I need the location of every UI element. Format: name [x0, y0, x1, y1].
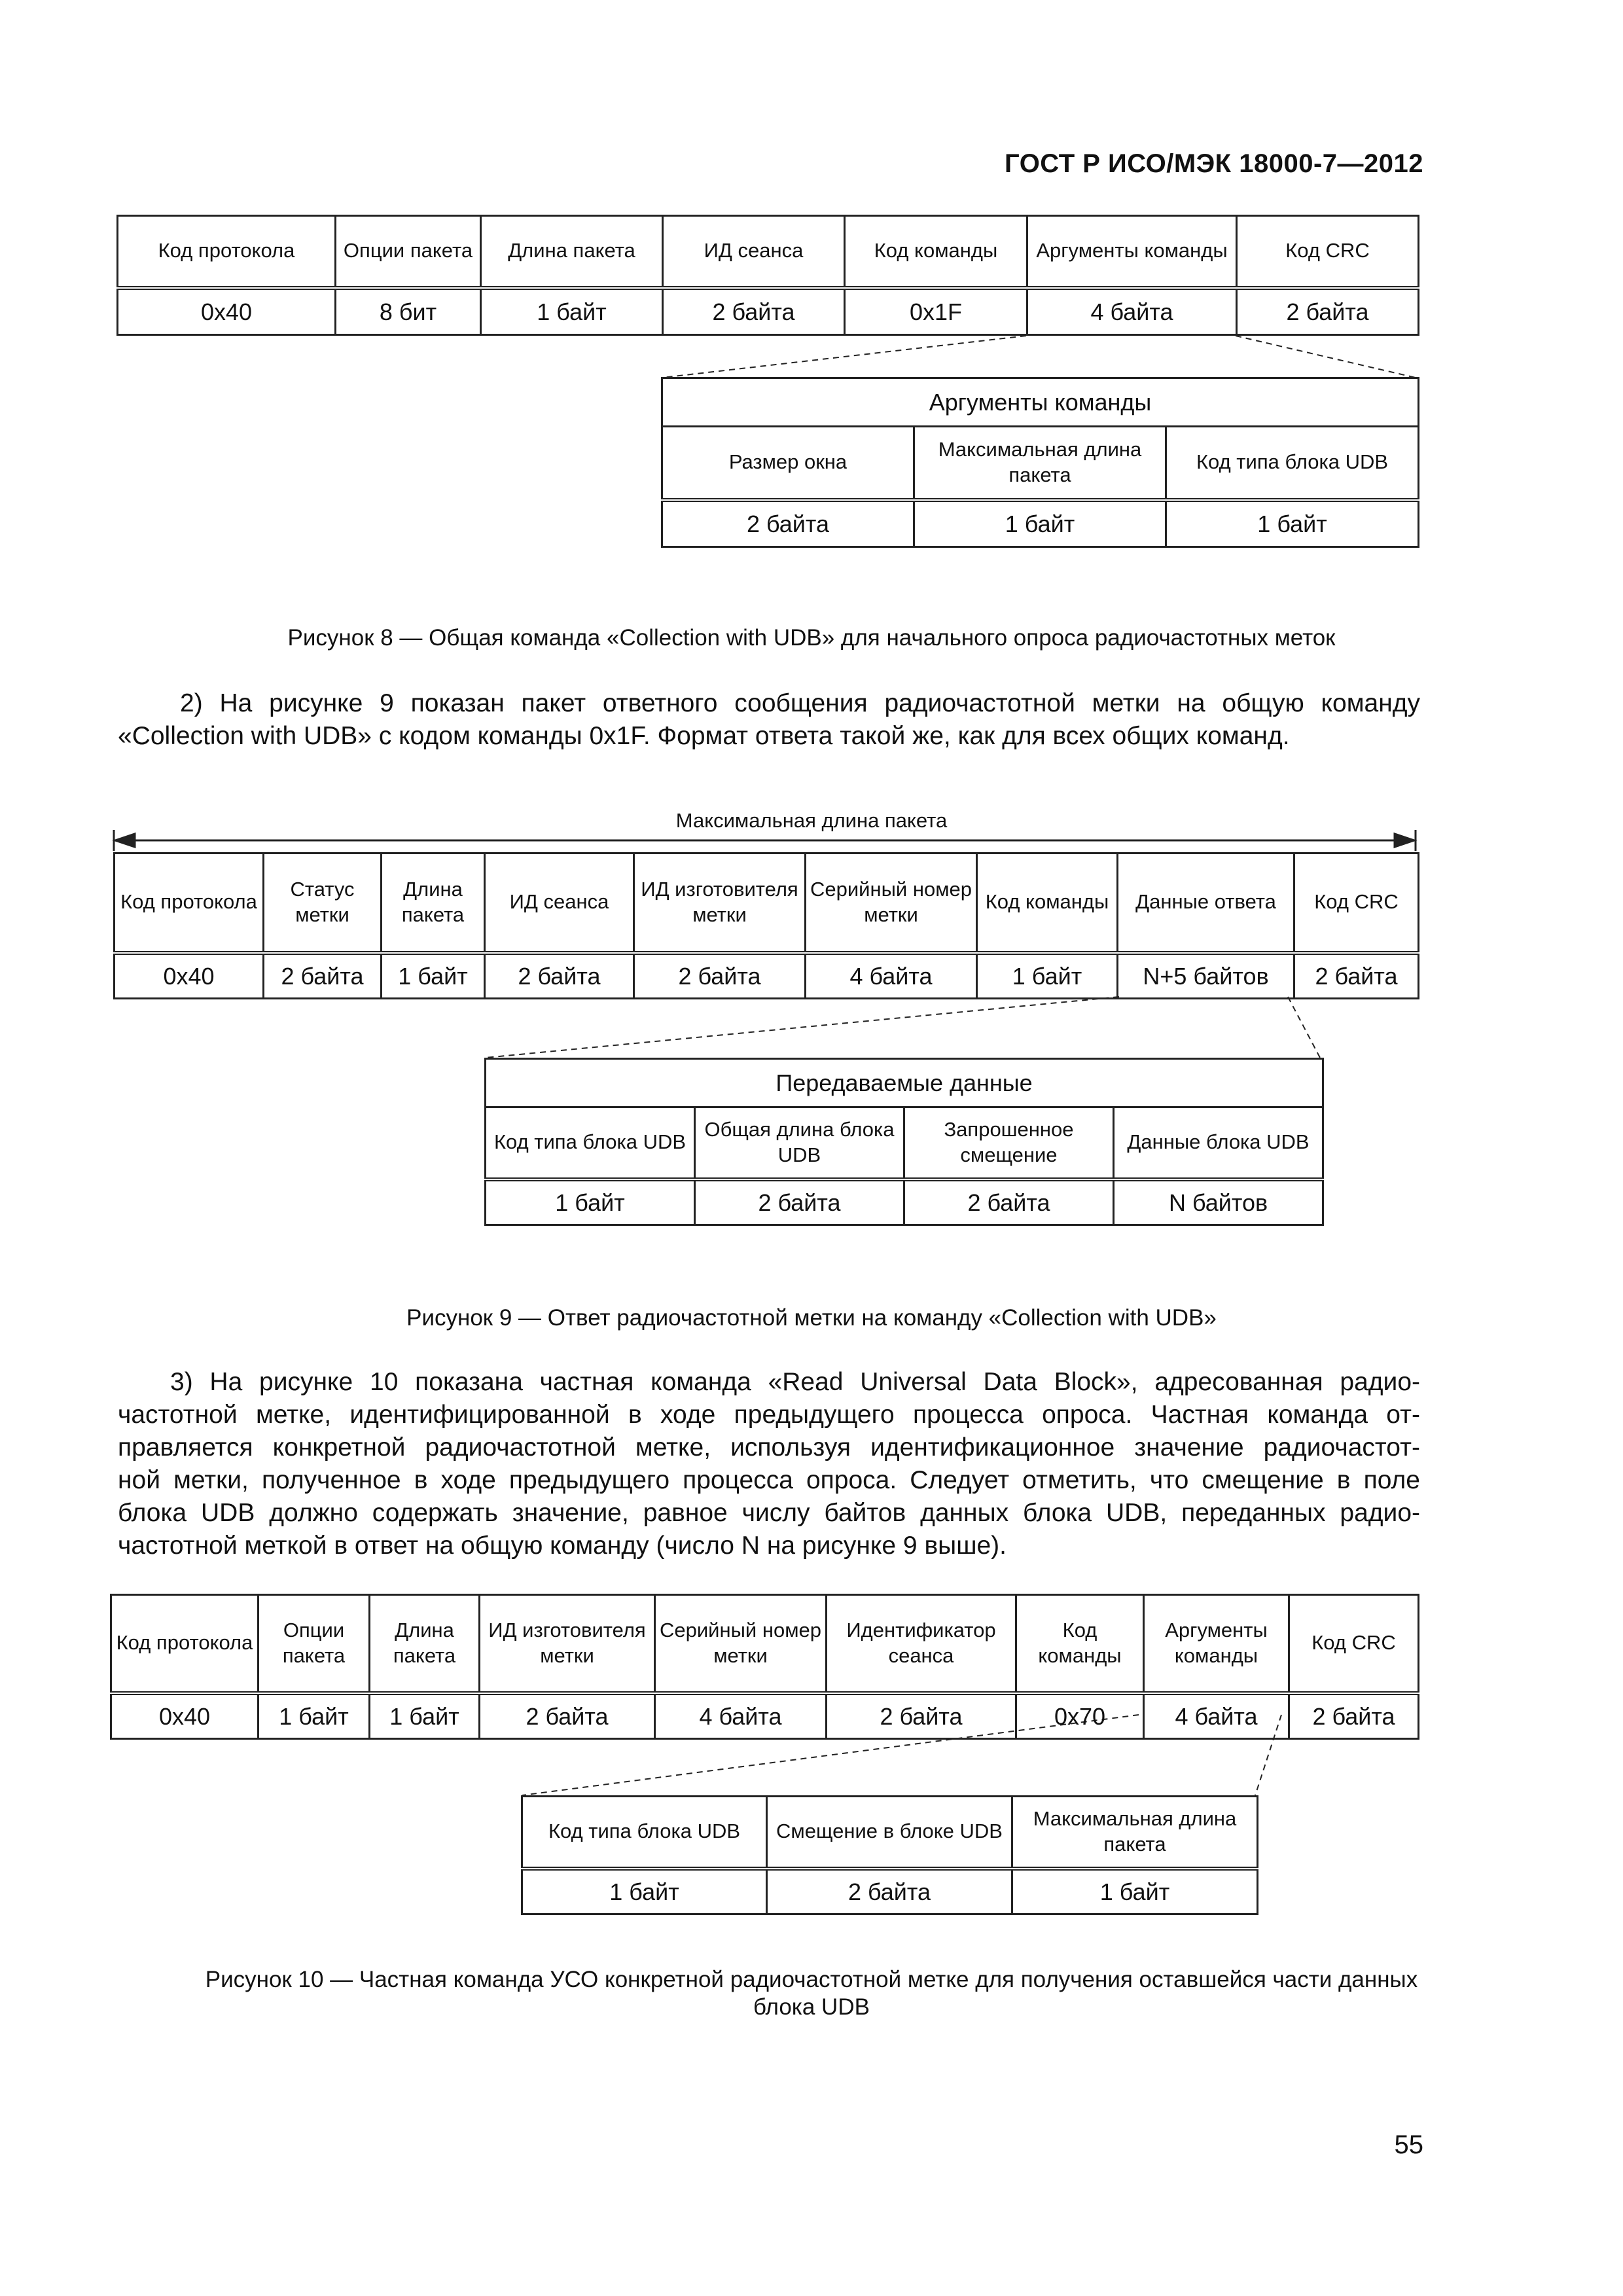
fig8-header-cell: Код протокола	[118, 216, 336, 288]
fig8-caption: Рисунок 8 — Общая команда «Collection with UDB» для начального опроса радиочастотных меток	[287, 625, 1336, 651]
fig10-header-cell: Код CRC	[1289, 1595, 1419, 1693]
fig9-value-cell: 1 байт	[382, 953, 485, 999]
fig10-header-cell: Код протокола	[111, 1595, 259, 1693]
fig9-sub-table	[484, 1058, 1324, 1226]
fig9-header-cell: Код CRC	[1294, 853, 1419, 953]
fig8-value-cell: 0x40	[118, 288, 336, 335]
fig9-sub-header-cell: Данные блока UDB	[1114, 1107, 1323, 1179]
fig9-sub-value-cell: 2 байта	[904, 1179, 1114, 1225]
fig9-sub-header-cell: Запрошенное смещение	[904, 1107, 1114, 1179]
fig8-sub-value-cell: 1 байт	[1166, 500, 1419, 547]
fig8-sub-header-cell: Размер окна	[662, 427, 914, 500]
fig8-header-cell: ИД сеанса	[663, 216, 845, 288]
paragraph-line: блока UDB должно содержать значение, равное числу байтов данных блока UDB, переданных радио-	[118, 1499, 1420, 1527]
dimension-arrow	[114, 830, 1416, 851]
paragraph-line: 3) На рисунке 10 показана частная команда «Read Universal Data Block», адресованная радио-	[170, 1368, 1420, 1396]
fig10-caption: Рисунок 10 — Частная команда УСО конкретной радиочастотной метке для получения оставшейся части данных	[205, 1967, 1418, 1992]
fig8-connector-right	[1236, 336, 1416, 378]
fig9-dimension-label: Максимальная длина пакета	[675, 809, 948, 832]
fig9-sub-header-cell: Код типа блока UDB	[486, 1107, 695, 1179]
fig8-value-cell: 8 бит	[336, 288, 481, 335]
fig9-main-table	[113, 852, 1419, 999]
fig9-header-cell: Статус метки	[264, 853, 382, 953]
fig9-connector-right	[1288, 997, 1320, 1058]
paragraph-line: частотной меткой в ответ на общую команду (число N на рисунке 9 выше).	[118, 1532, 1007, 1560]
fig10-caption-continued: блока UDB	[753, 1994, 870, 2020]
paragraph-2	[118, 687, 1420, 753]
fig8-sub-header-cell: Код типа блока UDB	[1166, 427, 1419, 500]
fig9-sub-value-cell: 2 байта	[695, 1179, 904, 1225]
fig8-sub-header-cell: Максимальная длина пакета	[914, 427, 1166, 500]
fig10-header-cell: Опции пакета	[259, 1595, 370, 1693]
fig10-header-cell: ИД изготовителя метки	[480, 1595, 655, 1693]
fig8-sub-table	[661, 377, 1419, 548]
document-header: ГОСТ Р ИСО/МЭК 18000-7—2012	[1005, 149, 1423, 178]
fig9-sub-value-cell: N байтов	[1114, 1179, 1323, 1225]
fig9-value-cell: 1 байт	[977, 953, 1118, 999]
fig8-header-cell: Код команды	[845, 216, 1027, 288]
fig9-header-cell: ИД изготовителя метки	[634, 853, 806, 953]
fig10-header-cell: Идентификатор сеанса	[827, 1595, 1016, 1693]
fig8-header-cell: Опции пакета	[336, 216, 481, 288]
fig8-header-cell: Аргументы команды	[1027, 216, 1237, 288]
fig9-header-cell: Длина пакета	[382, 853, 485, 953]
fig9-value-cell: 2 байта	[634, 953, 806, 999]
fig10-value-cell: 0x40	[111, 1693, 259, 1739]
fig10-value-cell: 1 байт	[370, 1693, 480, 1739]
fig9-header-cell: Код протокола	[115, 853, 264, 953]
fig8-header-cell: Код CRC	[1237, 216, 1419, 288]
fig9-sub-value-cell: 1 байт	[486, 1179, 695, 1225]
fig8-value-cell: 2 байта	[663, 288, 845, 335]
fig8-connector-left	[662, 336, 1026, 378]
fig10-value-cell: 2 байта	[480, 1693, 655, 1739]
fig10-header-cell: Серийный номер метки	[655, 1595, 827, 1693]
fig10-value-cell: 0x70	[1016, 1693, 1144, 1739]
fig8-value-cell: 2 байта	[1237, 288, 1419, 335]
fig9-value-cell: 2 байта	[264, 953, 382, 999]
paragraph-line: «Collection with UDB» с кодом команды 0x1F. Формат ответа такой же, как для всех общих команд.	[118, 722, 1290, 750]
fig9-header-cell: Серийный номер метки	[806, 853, 977, 953]
fig9-value-cell: 2 байта	[1294, 953, 1419, 999]
fig10-main-table	[110, 1594, 1419, 1740]
fig10-header-cell: Аргументы команды	[1144, 1595, 1289, 1693]
fig8-sub-value-cell: 2 байта	[662, 500, 914, 547]
fig10-sub-table	[521, 1795, 1258, 1915]
fig10-sub-header-cell: Код типа блока UDB	[522, 1797, 767, 1869]
paragraph-line: правляется конкретной радиочастотной метке, используя идентификационное значение радиочастот-	[118, 1433, 1420, 1462]
fig10-sub-header-cell: Смещение в блоке UDB	[767, 1797, 1012, 1869]
fig9-value-cell: N+5 байтов	[1118, 953, 1294, 999]
paragraph-line: частотной метке, идентифицированной в ходе предыдущего процесса опроса. Частная команда от-	[118, 1401, 1420, 1429]
fig9-sub-header-cell: Общая длина блока UDB	[695, 1107, 904, 1179]
fig10-sub-header-cell: Максимальная длина пакета	[1012, 1797, 1258, 1869]
fig10-sub-value-cell: 1 байт	[522, 1869, 767, 1914]
paragraph-line: ной метки, полученное в ходе предыдущего процесса опроса. Следует отметить, что смещение в поле	[118, 1466, 1420, 1494]
fig9-sub-title: Передаваемые данные	[486, 1059, 1323, 1107]
fig9-header-cell: ИД сеанса	[485, 853, 634, 953]
fig9-value-cell: 0x40	[115, 953, 264, 999]
paragraph-3	[118, 1366, 1420, 1562]
fig10-header-cell: Длина пакета	[370, 1595, 480, 1693]
fig8-main-table	[116, 215, 1419, 336]
fig9-header-cell: Код команды	[977, 853, 1118, 953]
fig9-value-cell: 4 байта	[806, 953, 977, 999]
fig10-sub-value-cell: 2 байта	[767, 1869, 1012, 1914]
fig8-value-cell: 1 байт	[481, 288, 663, 335]
fig10-value-cell: 4 байта	[1144, 1693, 1289, 1739]
fig8-header-cell: Длина пакета	[481, 216, 663, 288]
fig10-value-cell: 2 байта	[827, 1693, 1016, 1739]
paragraph-line: 2) На рисунке 9 показан пакет ответного сообщения радиочастотной метки на общую команду	[180, 689, 1420, 717]
page-number: 55	[1394, 2130, 1423, 2159]
fig8-sub-title: Аргументы команды	[662, 378, 1419, 427]
fig9-value-cell: 2 байта	[485, 953, 634, 999]
fig9-connector-left	[486, 997, 1119, 1058]
fig10-value-cell: 1 байт	[259, 1693, 370, 1739]
fig8-sub-value-cell: 1 байт	[914, 500, 1166, 547]
fig10-value-cell: 2 байта	[1289, 1693, 1419, 1739]
fig10-header-cell: Код команды	[1016, 1595, 1144, 1693]
fig10-sub-value-cell: 1 байт	[1012, 1869, 1258, 1914]
fig9-caption: Рисунок 9 — Ответ радиочастотной метки на команду «Collection with UDB»	[406, 1305, 1217, 1331]
fig8-value-cell: 4 байта	[1027, 288, 1237, 335]
fig10-value-cell: 4 байта	[655, 1693, 827, 1739]
fig8-value-cell: 0x1F	[845, 288, 1027, 335]
fig9-header-cell: Данные ответа	[1118, 853, 1294, 953]
